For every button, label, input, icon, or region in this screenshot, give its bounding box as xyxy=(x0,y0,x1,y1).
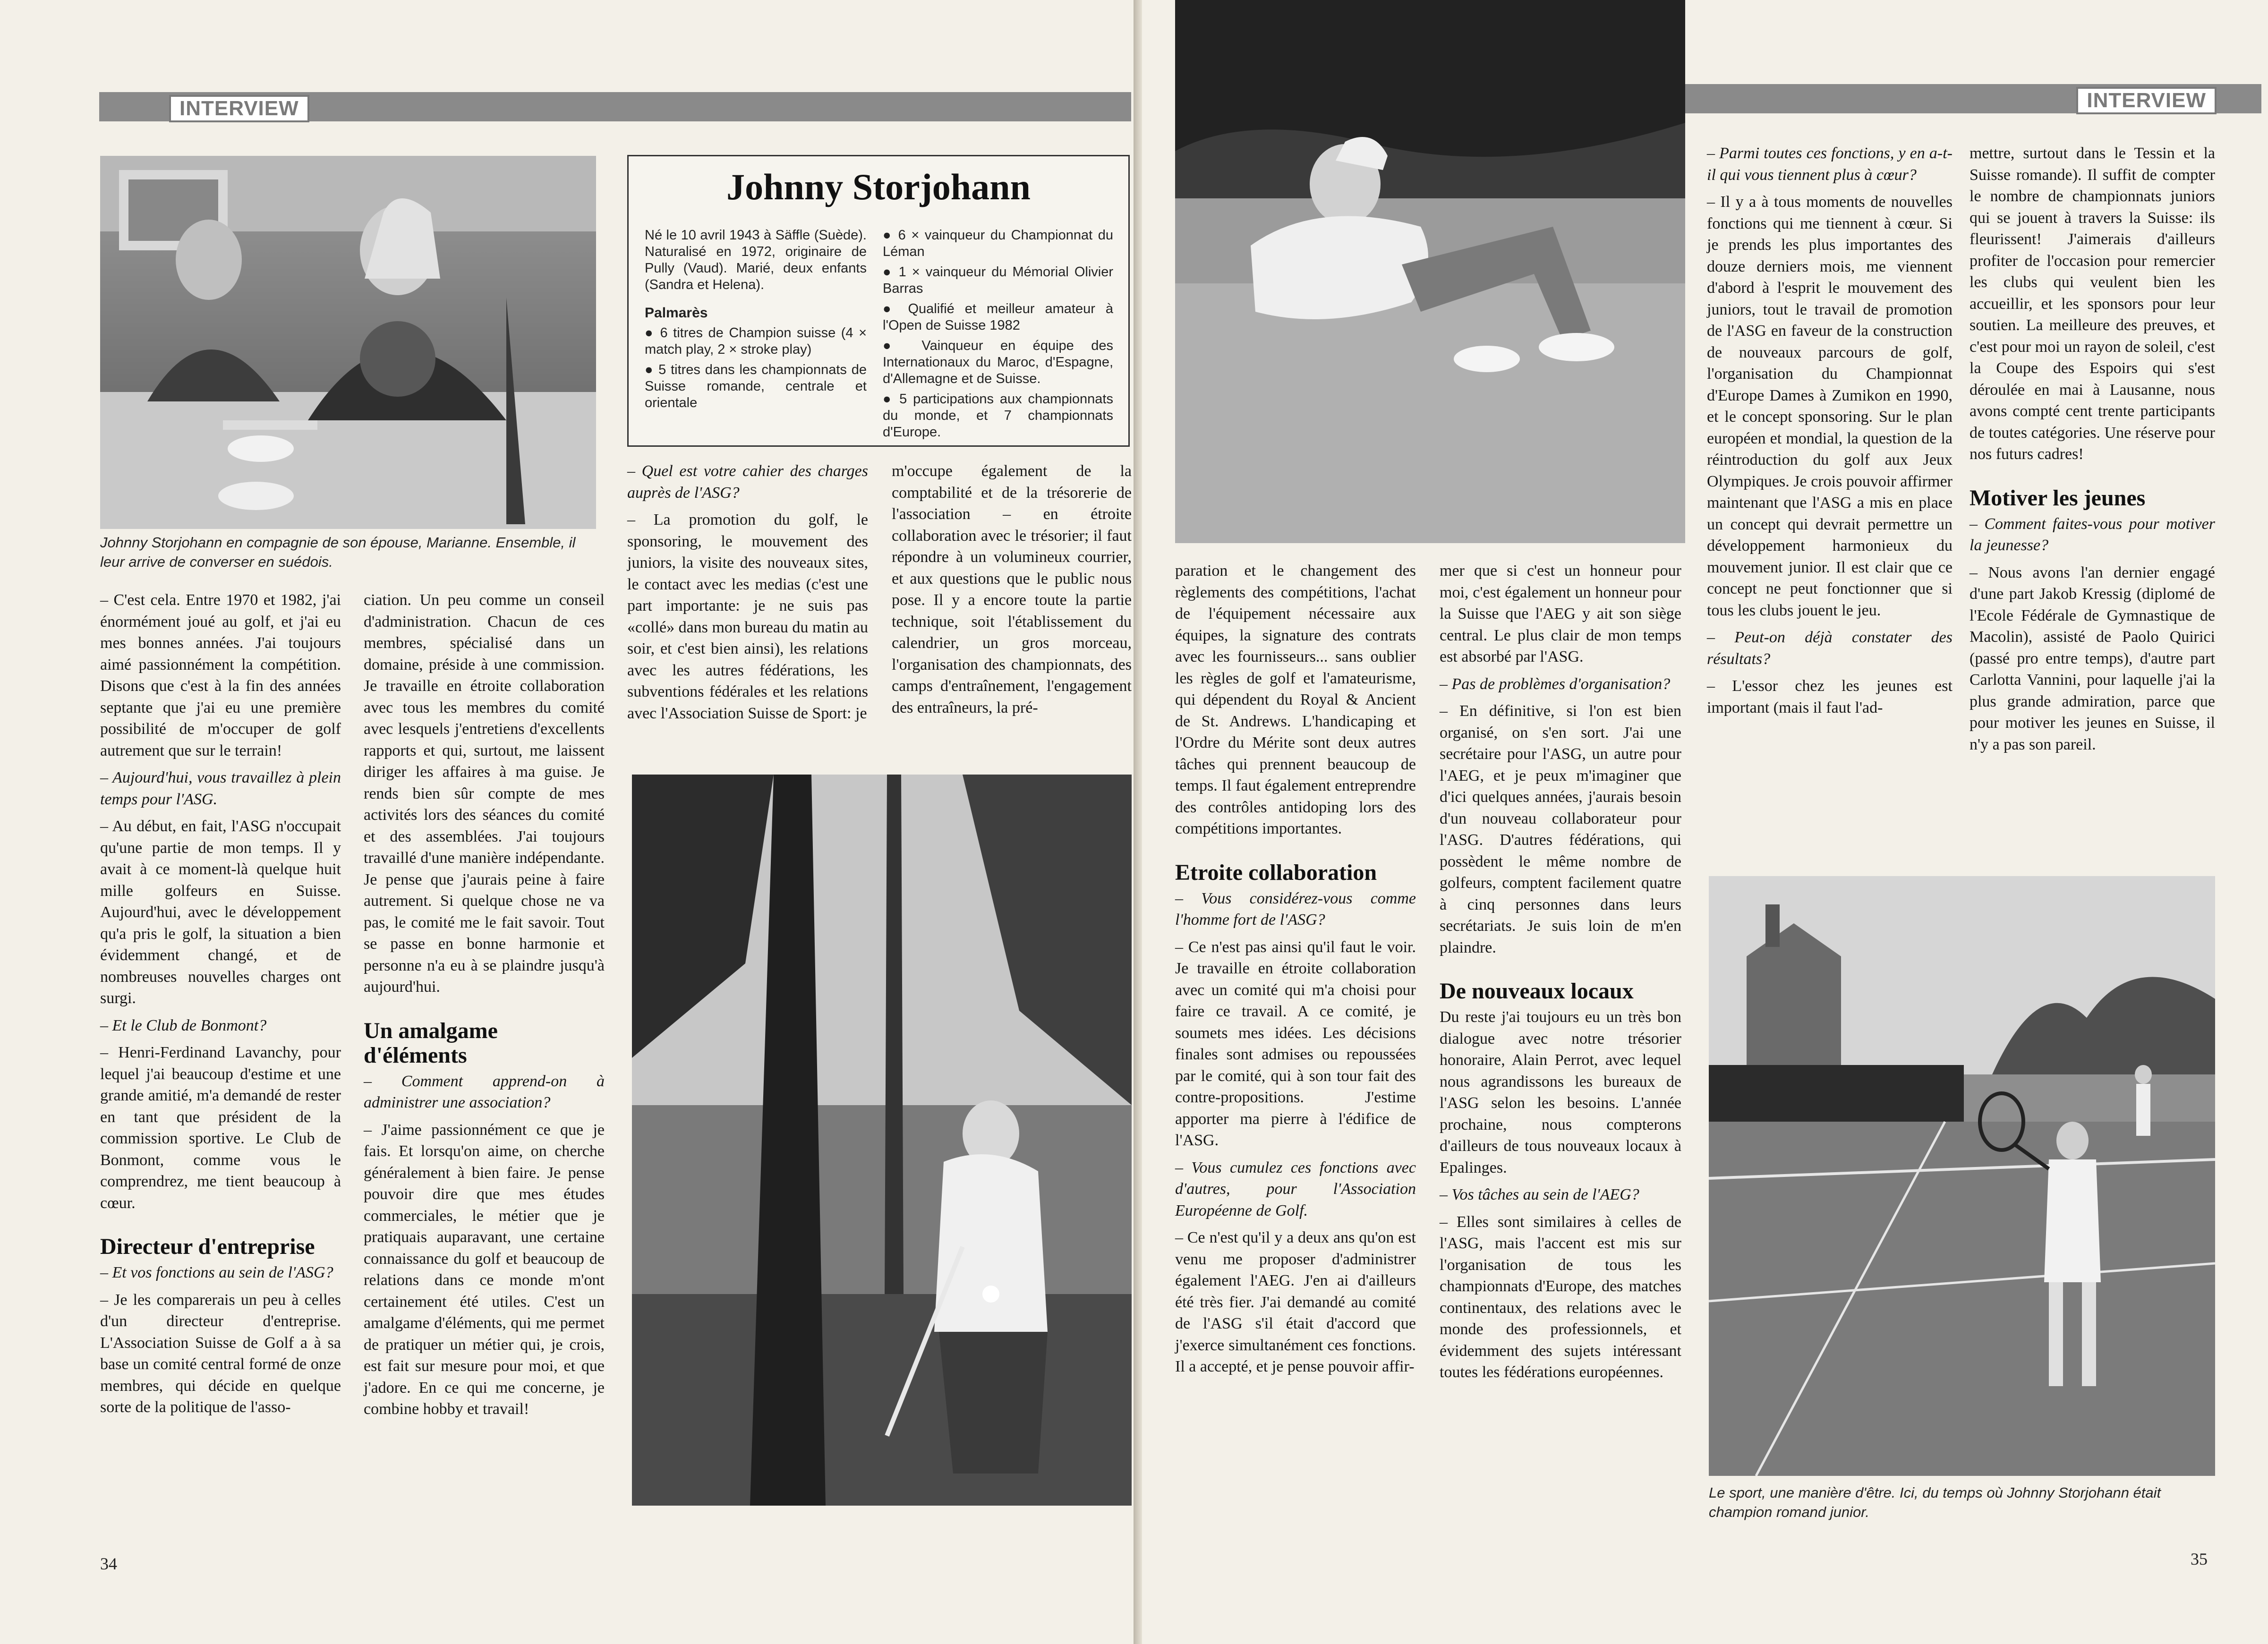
column-4 xyxy=(892,460,1132,724)
page-right xyxy=(1142,0,2268,1644)
section-banner-left xyxy=(99,92,1131,121)
column-5 xyxy=(1175,560,1416,1383)
paragraph: – J'aime passionnément ce que je fais. Et lorsqu'on aime, on cherche généralement à bien faire. Je pense pouvoir dire que mes études commerciales, le métier que je pratiquais auparavant, une certaine connaissance du golf et beaucoup de relations dans ce monde m'ont certainement été utiles. C'est un amalgame d'éléments, qui me permet de pratiquer un métier qui, je crois, est fait sur mesure pour moi, et que j'adore. En ce qui me concerne, je combine hobby et travail! xyxy=(364,1121,605,1418)
question: – Et vos fonctions au sein de l'ASG? xyxy=(100,1264,333,1281)
question: – Parmi toutes ces fonctions, y en a-t-il qui vous tiennent plus à cœur? xyxy=(1707,145,1953,184)
question: – Comment faites-vous pour motiver la jeunesse? xyxy=(1970,515,2215,554)
infobox-right-col xyxy=(883,227,1113,444)
subheading: Motiver les jeunes xyxy=(1970,485,2146,511)
photo-couple xyxy=(100,156,596,529)
paragraph: m'occupe également de la comptabilité et de la trésorerie de l'association – en étroite collaboration avec le trésorier; il faut répondre à un volumineux courrier, et aux questions que le public nous pose. Il y a encore toute la partie technique, soit l'établissement du calendrier, un gros morceau, l'organisation des championnats, des camps d'entraînement, l'engagement des entraîneurs, la pré- xyxy=(892,462,1132,716)
paragraph: – Elles sont similaires à celles de l'ASG, mais l'accent est mis sur l'organisation de tous les championnats d'Europe, des matches continentaux, des relations avec le monde des professionnels, et évidemment des sujets intéressant toutes les fédérations européennes. xyxy=(1440,1213,1681,1381)
question: – Vos tâches au sein de l'AEG? xyxy=(1440,1186,1639,1203)
infobox-right-items xyxy=(883,227,1113,441)
column-6 xyxy=(1440,560,1681,1389)
question: – Vous considérez-vous comme l'homme fort de l'ASG? xyxy=(1175,889,1416,928)
palmares-item: ● Qualifié et meilleur amateur à l'Open de Suisse 1982 xyxy=(883,301,1113,333)
infobox-bio: Né le 10 avril 1943 à Säffle (Suède). Naturalisé en 1972, originaire de Pully (Vaud). Marié, deux enfants (Sandra et Helena). xyxy=(645,228,867,292)
paragraph: – En définitive, si l'on est bien organisé, on s'en sort. J'ai une secrétaire pour l'ASG, un autre pour l'AEG, et je peux m'imaginer que d'ici quelques années, j'aurais besoin d'un nouveau collaborateur pour l'ASG. D'autres fédérations, qui possèdent le même nombre de golfeurs, comptent facilement quatre à cinq personnes dans leurs secrétariats. Je suis loin de m'en plaindre. xyxy=(1440,702,1681,956)
subheading: Directeur d'entreprise xyxy=(100,1234,315,1259)
column-7 xyxy=(1707,143,1953,724)
question: – Peut-on déjà constater des résultats? xyxy=(1707,629,1953,668)
section-banner-right xyxy=(1685,84,2261,113)
palmares-item: ● 5 titres dans les championnats de Suisse romande, centrale et orientale xyxy=(645,362,867,410)
caption-couple: Johnny Storjohann en compagnie de son épouse, Marianne. Ensemble, il leur arrive de converser en suédois. xyxy=(100,534,576,570)
question: – Quel est votre cahier des charges auprès de l'ASG? xyxy=(627,462,868,502)
palmares-item: ● Vainqueur en équipe des Internationaux du Maroc, d'Espagne, d'Allemagne et de Suisse. xyxy=(883,338,1113,386)
paragraph: – Au début, en fait, l'ASG n'occupait qu'une partie de mon temps. Il y avait à ce moment-là quelque huit mille golfeurs en Suisse. Aujourd'hui, avec le développement qu'a pris le golf, la situation a bien évidemment changé, et de nombreuses nouvelles charges ont surgi. xyxy=(100,818,341,1007)
subheading: De nouveaux locaux xyxy=(1440,979,1634,1004)
caption-tennis: Le sport, une manière d'être. Ici, du temps où Johnny Storjohann était champion romand junior. xyxy=(1709,1484,2161,1520)
paragraph: Du reste j'ai toujours eu un très bon dialogue avec notre trésorier honoraire, Alain Perrot, avec lequel nous agrandissons les bureaux de l'ASG selon les besoins. L'année prochaine, nous compterons d'ailleurs de tous nouveaux locaux à Epalinges. xyxy=(1440,1008,1681,1176)
photo-golfer-reclining xyxy=(1175,0,1685,543)
paragraph: – L'essor chez les jeunes est important (mais il faut l'ad- xyxy=(1707,677,1953,716)
infobox-title: Johnny Storjohann xyxy=(726,166,1031,207)
paragraph: – Ce n'est pas ainsi qu'il faut le voir. Je travaille en étroite collaboration avec un comité qui m'a choisi pour faire ce travail. A ce comité, je soumets mes idées. Les décisions finales sont admises ou repoussées par le comité, qui à son tour fait des contre-propositions. J'estime apporter ma pierre à l'édifice de l'ASG. xyxy=(1175,938,1416,1149)
infobox xyxy=(627,155,1130,447)
paragraph: mer que si c'est un honneur pour moi, c'est également un honneur pour la Suisse que l'AEG y ait son siège central. Le plus clair de mon temps est absorbé par l'ASG. xyxy=(1440,562,1681,665)
subheading: Un amalgame d'éléments xyxy=(364,1018,498,1068)
page-number-left: 34 xyxy=(100,1554,117,1573)
infobox-left-col xyxy=(645,227,867,415)
paragraph: – Il y a à tous moments de nouvelles fonctions qui me tiennent à cœur. Si je prends les plus importantes des douze derniers mois, me viennent d'abord à l'esprit le mouvement des juniors, tout le travail de promotion de l'ASG en faveur de la construction de nouveaux parcours de golf, l'organisation du Championnat d'Europe Dames à Zumikon en 1990, et le concept sponsoring. Sur le plan européen et mondial, la question de la réintroduction du golf aux Jeux Olympiques. Je crois pouvoir affirmer maintenant que l'ASG a mis en place un concept qui devrait permettre un développement harmonieux du mouvement junior. Il est clair que ce concept ne peut fonctionner que si tous les clubs jouent le jeu. xyxy=(1707,193,1953,619)
paragraph: – C'est cela. Entre 1970 et 1982, j'ai énormément joué au golf, et j'ai eu mes bonnes années. J'ai toujours aimé passionnément la compétition. Disons que c'est à la fin des années septante que j'ai eu une première possibilité de m'occuper de golf autrement que sur le terrain! xyxy=(100,591,341,759)
photo-golfer-woods xyxy=(632,775,1132,1506)
paragraph: paration et le changement des règlements des compétitions, l'achat de l'équipement nécessaire aux équipes, la signature des contrats avec les fournisseurs... sans oublier les règles de golf et l'amateurisme, qui dépendent du Royal & Ancient de St. Andrews. L'handicaping et l'Ordre du Mérite sont deux autres tâches qui prennent beaucoup de temps. Il faut également entreprendre des contrôles antidoping lors des compétitions importantes. xyxy=(1175,562,1416,837)
palmares-item: ● 6 × vainqueur du Championnat du Léman xyxy=(883,228,1113,259)
question: – Comment apprend-on à administrer une association? xyxy=(364,1072,605,1111)
paragraph: – Je les comparerais un peu à celles d'un directeur d'entreprise. L'Association Suisse de Golf a à sa base un comité central formé de onze membres, qui décide en quelque sorte de la politique de l'asso- xyxy=(100,1291,341,1416)
paragraph: mettre, surtout dans le Tessin et la Suisse romande). Il suffit de compter le nombre de championnats juniors qui se jouent à travers la Suisse: ils fleurissent! J'aimerais d'ailleurs profiter de l'occasion pour remercier les clubs qui veulent bien les accueillir, et les sponsors pour leur soutien. La meilleure des preuves, et c'est pour moi un rayon de soleil, c'est la Coupe des Espoirs qui s'est déroulée en mai à Lausanne, nous avons compté cent trente participants de toutes catégories. Une réserve pour nos futurs cadres! xyxy=(1970,145,2215,463)
paragraph: – Nous avons l'an dernier engagé d'une part Jakob Kressig (diplomé de l'Ecole Fédérale de Gymnastique de Macolin), assisté de Paolo Quirici (passé pro entre temps), d'autre part Carlotta Vannini, pour laquelle j'ai la plus grande admiration, parce que pour motiver les jeunes en Suisse, il n'y a pas son pareil. xyxy=(1970,563,2215,753)
section-tag-right: INTERVIEW xyxy=(2076,87,2217,114)
column-1 xyxy=(100,589,341,1424)
palmares-item: ● 1 × vainqueur du Mémorial Olivier Barras xyxy=(883,264,1113,296)
paragraph: – Ce n'est qu'il y a deux ans qu'on est venu me proposer d'administrer également l'AEG. J'en ai d'ailleurs été très fier. J'ai demandé au comité de l'ASG s'il était d'accord que j'exerce simultanément ces fonctions. Il a accepté, et je pense pouvoir affir- xyxy=(1175,1229,1416,1375)
paragraph: – La promotion du golf, le sponsoring, le mouvement des juniors, la visite des nouveaux sites, le contact avec les medias (c'est une part importante: je ne suis pas «collé» dans mon bureau du matin au soir, et c'est bien ainsi), les relations avec les autres fédérations, les subventions fédérales et les relations avec l'Association Suisse de Sport: je xyxy=(627,511,868,722)
column-8 xyxy=(1970,143,2215,761)
palmares-item: ● 6 titres de Champion suisse (4 × match play, 2 × stroke play) xyxy=(645,325,867,357)
palmares-item: ● 5 participations aux championnats du monde, et 7 championnats d'Europe. xyxy=(883,392,1113,440)
gutter xyxy=(1134,0,1142,1644)
question: – Aujourd'hui, vous travaillez à plein temps pour l'ASG. xyxy=(100,769,341,808)
question: – Pas de problèmes d'organisation? xyxy=(1440,675,1671,693)
infobox-left-items xyxy=(645,325,867,411)
photo-tennis xyxy=(1709,876,2215,1476)
infobox-palmares-heading: Palmarès xyxy=(645,305,708,321)
paragraph: ciation. Un peu comme un conseil d'administration. Chacun de ces membres, spécialisé dans un domaine, préside à une commission. Je travaille en étroite collaboration avec tous les membres du comité avec lesquels j'entretiens d'excellents rapports et qui, surtout, me laissent diriger les affaires à ma guise. Je rends bien sûr compte de mes activités lors des séances du comité et des assemblées. J'ai toujours travaillé d'une manière indépendante. Je pense que j'aurais peine à faire autrement. Si quelque chose ne va pas, le comité me le fait savoir. Tout se passe en bonne harmonie et personne n'a eu à se plaindre jusqu'à aujourd'hui. xyxy=(364,591,605,996)
column-2 xyxy=(364,589,605,1426)
column-3 xyxy=(627,460,868,730)
page-number-right: 35 xyxy=(2191,1550,2208,1568)
question: – Et le Club de Bonmont? xyxy=(100,1016,267,1034)
subheading: Etroite collaboration xyxy=(1175,860,1377,885)
section-tag: INTERVIEW xyxy=(169,95,309,122)
paragraph: – Henri-Ferdinand Lavanchy, pour lequel j'ai beaucoup d'estime et une grande amitié, m'a demandé de rester en tant que président de la commission sportive. Le Club de Bonmont, comme vous le comprendrez, me tient beaucoup à cœur. xyxy=(100,1044,341,1212)
question: – Vous cumulez ces fonctions avec d'autres, pour l'Association Européenne de Golf. xyxy=(1175,1158,1416,1219)
